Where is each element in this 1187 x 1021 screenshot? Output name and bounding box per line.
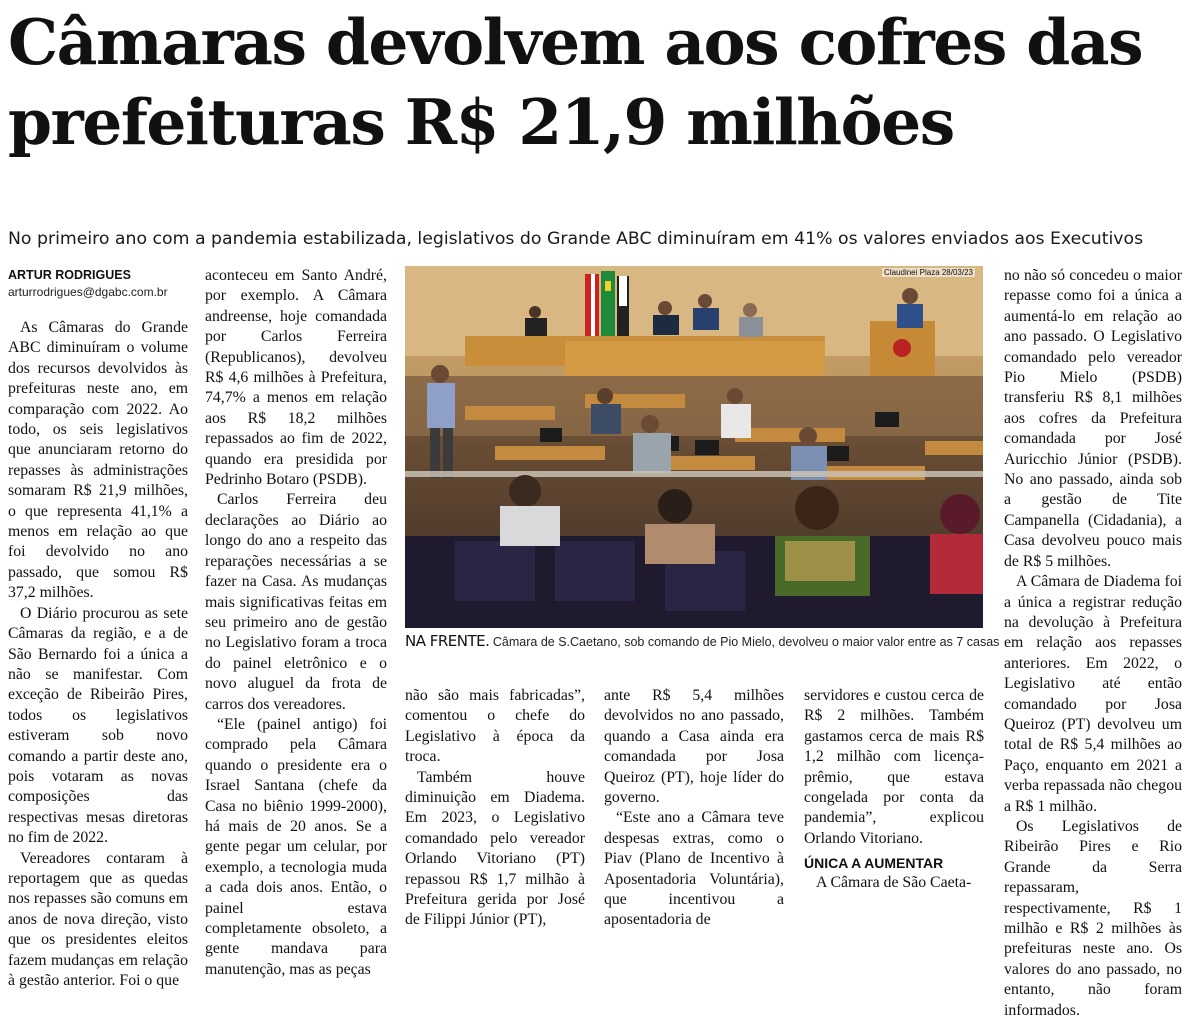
paragraph: “Ele (painel antigo) foi comprado pela Câmara quando o presidente era o Israel Santana (chefe da Casa no biênio 1999-2000), há mais de 20 anos. Se a gente pegar um celular, por exemplo, a tecnologia muda a cada dois anos. Então, o painel estava completamente obsoleto, a gente mandava para manutenção, mas as peças — [205, 715, 387, 978]
paragraph: “Este ano a Câmara teve despesas extras, como o Piav (Plano de Incentivo à Aposentadoria Voluntária), que incentivou a aposentadoria de — [604, 809, 784, 929]
column-3 — [405, 686, 585, 931]
column-6 — [1004, 266, 1182, 1021]
paragraph: A Câmara de Diadema foi a única a registrar redução na devolução à Prefeitura em relação aos repasses anteriores. Em 2022, o Legislativo até então comandado por Josa Queiroz (PT) devolveu um total de R$ 5,4 milhões ao Paço, enquanto em 2021 a verba repassada não chegou a R$ 1 milhão. — [1004, 573, 1182, 815]
paragraph: O Diário procurou as sete Câmaras da região, e a de São Bernardo foi a única a não se manifestar. Com exceção de Ribeirão Pires, todos os legislativos estiveram sob novo comando a partir deste ano, pois votaram as novas composições das respectivas mesas diretoras no fim de 2022. — [8, 604, 188, 847]
news-photo — [405, 266, 983, 628]
council-chamber-photo — [405, 266, 983, 628]
paragraph: ante R$ 5,4 milhões devolvidos no ano passado, quando a Casa ainda era comandada por Josa Queiroz (PT), hoje líder do governo. — [604, 687, 784, 807]
paragraph: servidores e custou cerca de R$ 2 milhões. Também gastamos cerca de mais R$ 1,2 milhão com licença-prêmio, que estava congelada por conta da pandemia”, explicou Orlando Vitoriano. — [804, 687, 984, 847]
photo-caption — [405, 632, 1000, 651]
column-1 — [8, 318, 188, 991]
paragraph: não são mais fabricadas”, comentou o chefe do Legislativo à época da troca. — [405, 687, 585, 766]
paragraph: Também houve diminuição em Diadema. Em 2023, o Legislativo comandado pelo vereador Orlando Vitoriano (PT) repassou R$ 1,7 milhão à Prefeitura gerida por José de Filippi Júnior (PT), — [405, 768, 585, 929]
caption-text: Câmara de S.Caetano, sob comando de Pio Mielo, devolveu o maior valor entre as 7 casas — [489, 635, 1000, 649]
headline: Câmaras devolvem aos cofres das prefeituras R$ 21,9 milhões — [8, 5, 1143, 159]
paragraph: As Câmaras do Grande ABC diminuíram o volume dos recursos devolvidos às prefeituras neste ano, em comparação com 2022. Ao todo, os seis legislativos que anunciaram retorno do repasses às administrações somaram R$ 21,9 milhões, o que representa 41,1% a menos em relação ao que foi devolvido no ano passado, que somou R$ 37,2 milhões. — [8, 319, 188, 602]
paragraph: A Câmara de São Caeta- — [816, 874, 972, 892]
paragraph: aconteceu em Santo André, por exemplo. A Câmara andreense, hoje comandada por Carlos Ferreira (Republicanos), devolveu R$ 4,6 milhões à Prefeitura, 74,7% a menos em relação aos R$ 18,2 milhões repassados ao fim de 2022, quando era presidida por Pedrinho Botaro (PSDB). — [205, 267, 387, 489]
photo-credit: Claudinei Plaza 28/03/23 — [884, 268, 973, 277]
paragraph: Vereadores contaram à reportagem que as quedas nos repasses são comuns em anos de nova direção, visto que os presidentes eleitos fazem mudanças em relação à gestão anterior. Foi o que — [8, 849, 188, 989]
paragraph: no não só concedeu o maior repasse como foi a única a aumentá-lo em relação ao ano passado. O Legislativo comandado pelo vereador Pio Mielo (PSDB) transferiu R$ 8,1 milhões aos cofres da Prefeitura comandada por José Auricchio Júnior (PSDB). No ano passado, ainda sob a gestão de Tite Campanella (Cidadania), a Casa devolveu pouco mais de R$ 5 milhões. — [1004, 267, 1182, 570]
subhead: ÚNICA A AUMENTAR — [804, 855, 944, 872]
column-5 — [804, 686, 984, 894]
byline-email[interactable]: arturrodrigues@dgabc.com.br — [8, 285, 168, 299]
column-4 — [604, 686, 784, 931]
column-2 — [205, 266, 387, 980]
deck: No primeiro ano com a pandemia estabilizada, legislativos do Grande ABC diminuíram em 41% os valores enviados aos Executivos — [8, 229, 1144, 249]
paragraph: Carlos Ferreira deu declarações ao Diário ao longo do ano a respeito das reparações necessárias a se fazer na Casa. As mudanças mais significativas feitas em seu primeiro ano de gestão no Legislativo foram a troca do painel eletrônico e o novo aluguel da frota de carros dos vereadores. — [205, 491, 387, 713]
caption-tag: NA FRENTE. — [405, 632, 490, 650]
paragraph: Os Legislativos de Ribeirão Pires e Rio Grande da Serra repassaram, respectivamente, R$ 1 milhão e R$ 2 milhões às prefeituras neste ano. Os valores do ano passado, no entanto, não foram informados. — [1004, 817, 1182, 1019]
byline-author: ARTUR RODRIGUES — [8, 268, 131, 282]
